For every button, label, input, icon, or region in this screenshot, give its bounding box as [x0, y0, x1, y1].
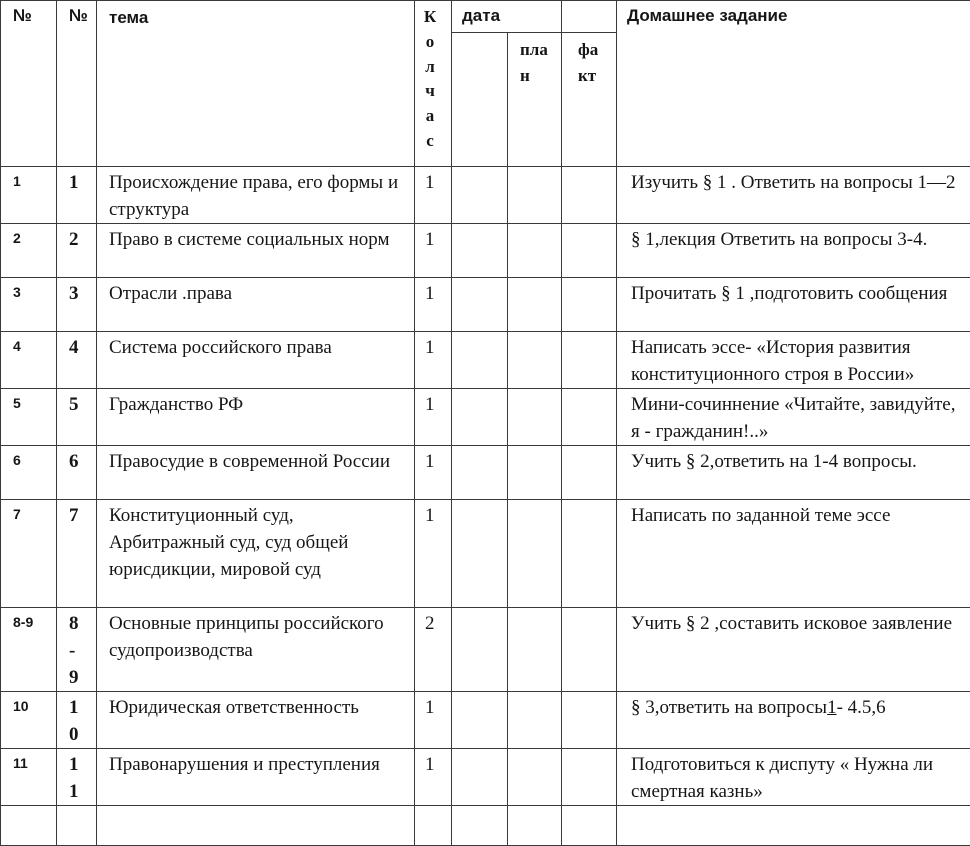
table-row [1, 224, 970, 278]
row-hours: 1 [415, 278, 451, 307]
row-topic: Система российского права [97, 332, 414, 361]
header-hours: Колчас [415, 1, 452, 167]
row-number-2: 8-9 [57, 608, 83, 691]
row-homework: Мини-сочиннение «Читайте, завидуйте, я - гражданин!..» [617, 389, 970, 445]
table-row [1, 167, 970, 224]
row-homework: Написать эссе- «История развития конституционного строя в России» [617, 332, 970, 388]
row-hours: 1 [415, 224, 451, 253]
row-number-2: 11 [57, 749, 83, 805]
row-topic: Отрасли .права [97, 278, 414, 307]
row-number: 3 [1, 278, 56, 302]
header-number-2: № [57, 1, 97, 167]
table-row [1, 278, 970, 332]
row-homework: § 1,лекция Ответить на вопросы 3-4. [617, 224, 970, 253]
row-topic: Основные принципы российского судопроизводства [97, 608, 414, 664]
row-hours: 1 [415, 692, 451, 721]
header-row [1, 1, 970, 33]
homework-underlined: 1 [827, 697, 837, 718]
homework-part: § 3,ответить на вопросы [631, 697, 827, 718]
row-number: 5 [1, 389, 56, 413]
row-number: 2 [1, 224, 56, 248]
row-number: 7 [1, 500, 56, 524]
header-date-fact: факт [562, 33, 617, 167]
row-topic: Гражданство РФ [97, 389, 414, 418]
row-hours: 1 [415, 500, 451, 529]
table-row-cut [1, 806, 970, 846]
header-topic: тема [97, 1, 415, 167]
row-homework [617, 692, 970, 721]
header-blank-sub [452, 33, 508, 167]
table-row [1, 446, 970, 500]
table-row [1, 332, 970, 389]
row-homework: Написать по заданной теме эссе [617, 500, 970, 529]
row-homework: Подготовиться к диспуту « Нужна ли смертная казнь» [617, 749, 970, 805]
row-topic: Происхождение права, его формы и структура [97, 167, 414, 223]
row-homework: Учить § 2,ответить на 1-4 вопросы. [617, 446, 970, 475]
header-date: дата [452, 1, 562, 33]
row-number-2: 1 [57, 167, 83, 196]
table-row [1, 608, 970, 692]
table-row [1, 500, 970, 608]
row-topic: Право в системе социальных норм [97, 224, 414, 253]
table-row [1, 692, 970, 749]
row-number-2: 3 [57, 278, 83, 307]
row-hours: 1 [415, 167, 451, 196]
row-number-2: 5 [57, 389, 83, 418]
row-number: 1 [1, 167, 56, 191]
row-topic: Юридическая ответственность [97, 692, 414, 721]
row-number: 6 [1, 446, 56, 470]
row-homework: Учить § 2 ,составить исковое заявление [617, 608, 970, 637]
row-topic: Правонарушения и преступления [97, 749, 414, 778]
row-homework: Изучить § 1 . Ответить на вопросы 1—2 [617, 167, 970, 196]
header-date-plan: план [508, 33, 562, 167]
row-number: 8-9 [1, 608, 56, 632]
row-number-2: 4 [57, 332, 83, 361]
row-topic: Конституционный суд, Арбитражный суд, суд общей юрисдикции, мировой суд [97, 500, 414, 583]
row-number-2: 10 [57, 692, 83, 748]
row-number: 10 [1, 692, 56, 716]
table-row [1, 389, 970, 446]
row-topic: Правосудие в современной России [97, 446, 414, 475]
table-row [1, 749, 970, 806]
row-number-2: 6 [57, 446, 83, 475]
row-hours: 2 [415, 608, 451, 637]
row-hours: 1 [415, 749, 451, 778]
row-homework: Прочитать § 1 ,подготовить сообщения [617, 278, 970, 307]
row-hours: 1 [415, 332, 451, 361]
row-number-2: 2 [57, 224, 83, 253]
header-number: № [1, 1, 57, 167]
row-number: 11 [1, 749, 56, 773]
row-hours: 1 [415, 446, 451, 475]
homework-part: - 4.5,6 [837, 697, 886, 718]
header-homework: Домашнее задание [617, 1, 970, 167]
row-number-2: 7 [57, 500, 83, 529]
row-number: 4 [1, 332, 56, 356]
row-hours: 1 [415, 389, 451, 418]
header-date-blank [562, 1, 617, 33]
